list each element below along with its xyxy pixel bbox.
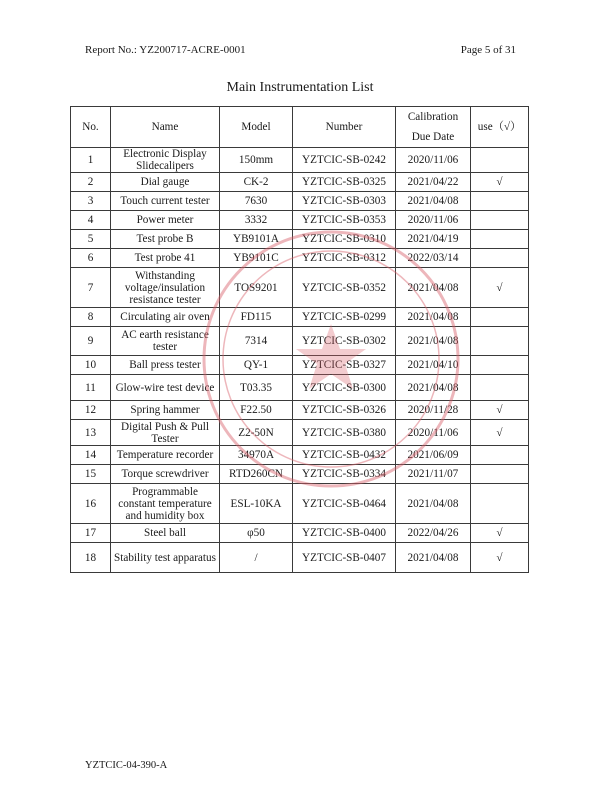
cell-name: Touch current tester [111,192,220,211]
table-row [71,375,529,401]
calibration-label: Calibration [407,111,459,123]
instrumentation-table [70,106,529,573]
cell-name: Dial gauge [111,173,220,192]
cell-name: Temperature recorder [111,446,220,465]
cell-due: 2022/04/26 [396,524,471,543]
cell-number: YZTCIC-SB-0242 [293,148,396,173]
cell-name: Withstanding voltage/insulation resistance tester [111,268,220,308]
table-row [71,249,529,268]
cell-use [471,308,529,327]
cell-number: YZTCIC-SB-0299 [293,308,396,327]
cell-number: YZTCIC-SB-0310 [293,230,396,249]
cell-model: 34970A [220,446,293,465]
cell-no: 15 [71,465,111,484]
cell-name: Spring hammer [111,401,220,420]
cell-name: Digital Push & Pull Tester [111,420,220,446]
cell-number: YZTCIC-SB-0353 [293,211,396,230]
cell-model: 150mm [220,148,293,173]
column-header-number: Number [293,107,396,148]
cell-model: F22.50 [220,401,293,420]
table-row [71,420,529,446]
cell-no: 13 [71,420,111,446]
cell-name: AC earth resistance tester [111,327,220,356]
cell-number: YZTCIC-SB-0312 [293,249,396,268]
cell-name: Test probe 41 [111,249,220,268]
cell-no: 11 [71,375,111,401]
cell-use: √ [471,543,529,573]
cell-use [471,249,529,268]
cell-no: 8 [71,308,111,327]
cell-number: YZTCIC-SB-0334 [293,465,396,484]
table-row [71,230,529,249]
due-date-label: Due Date [411,131,455,143]
cell-use: √ [471,268,529,308]
table-row [71,211,529,230]
page-title: Main Instrumentation List [226,80,374,95]
column-header-model: Model [220,107,293,148]
cell-number: YZTCIC-SB-0400 [293,524,396,543]
table-row [71,173,529,192]
cell-use: √ [471,173,529,192]
cell-no: 10 [71,356,111,375]
cell-name: Steel ball [111,524,220,543]
cell-model: 3332 [220,211,293,230]
report-number: Report No.: YZ200717-ACRE-0001 [85,44,246,56]
cell-use [471,230,529,249]
cell-no: 14 [71,446,111,465]
cell-no: 18 [71,543,111,573]
cell-no: 5 [71,230,111,249]
cell-no: 1 [71,148,111,173]
cell-use [471,375,529,401]
table-row [71,446,529,465]
column-header-name: Name [111,107,220,148]
cell-model: FD115 [220,308,293,327]
cell-use: √ [471,420,529,446]
cell-no: 9 [71,327,111,356]
cell-no: 6 [71,249,111,268]
cell-number: YZTCIC-SB-0352 [293,268,396,308]
cell-name: Programmable constant temperature and humidity box [111,484,220,524]
cell-use [471,327,529,356]
cell-number: YZTCIC-SB-0464 [293,484,396,524]
cell-use [471,446,529,465]
cell-use [471,484,529,524]
cell-no: 12 [71,401,111,420]
cell-due: 2021/04/08 [396,543,471,573]
cell-use [471,211,529,230]
cell-model: YB9101C [220,249,293,268]
table-row [71,268,529,308]
cell-number: YZTCIC-SB-0325 [293,173,396,192]
cell-model: YB9101A [220,230,293,249]
cell-due: 2021/04/22 [396,173,471,192]
cell-number: YZTCIC-SB-0407 [293,543,396,573]
cell-name: Torque screwdriver [111,465,220,484]
cell-use [471,148,529,173]
cell-due: 2021/11/07 [396,465,471,484]
cell-use [471,356,529,375]
footer-code: YZTCIC-04-390-A [85,760,168,771]
cell-due: 2020/11/06 [396,420,471,446]
table-row [71,524,529,543]
cell-due: 2021/04/08 [396,308,471,327]
cell-due: 2022/03/14 [396,249,471,268]
cell-model: RTD260CN [220,465,293,484]
cell-due: 2021/04/08 [396,375,471,401]
cell-due: 2021/04/08 [396,327,471,356]
cell-no: 16 [71,484,111,524]
cell-name: Electronic Display Slidecalipers [111,148,220,173]
column-header-use: use（√） [471,107,529,148]
cell-number: YZTCIC-SB-0432 [293,446,396,465]
table-row [71,308,529,327]
table-row [71,401,529,420]
table-row [71,484,529,524]
cell-number: YZTCIC-SB-0327 [293,356,396,375]
column-header-calibration [396,107,471,148]
table-row [71,543,529,573]
cell-no: 17 [71,524,111,543]
cell-name: Power meter [111,211,220,230]
cell-due: 2021/04/08 [396,192,471,211]
cell-use: √ [471,401,529,420]
table-row [71,356,529,375]
cell-name: Ball press tester [111,356,220,375]
cell-number: YZTCIC-SB-0380 [293,420,396,446]
cell-model: φ50 [220,524,293,543]
cell-model: / [220,543,293,573]
table-header-row [71,107,529,148]
cell-due: 2021/04/08 [396,268,471,308]
cell-model: CK-2 [220,173,293,192]
table-body [71,148,529,573]
table-row [71,148,529,173]
table-row [71,465,529,484]
cell-name: Stability test apparatus [111,543,220,573]
cell-model: 7314 [220,327,293,356]
cell-name: Circulating air oven [111,308,220,327]
cell-model: ESL-10KA [220,484,293,524]
cell-due: 2021/04/10 [396,356,471,375]
cell-due: 2021/04/19 [396,230,471,249]
cell-model: QY-1 [220,356,293,375]
cell-due: 2020/11/06 [396,148,471,173]
cell-no: 2 [71,173,111,192]
cell-model: T03.35 [220,375,293,401]
table-row [71,192,529,211]
cell-due: 2020/11/06 [396,211,471,230]
cell-use [471,465,529,484]
cell-number: YZTCIC-SB-0326 [293,401,396,420]
cell-due: 2021/04/08 [396,484,471,524]
cell-use: √ [471,524,529,543]
cell-use [471,192,529,211]
cell-due: 2021/06/09 [396,446,471,465]
cell-model: Z2-50N [220,420,293,446]
cell-number: YZTCIC-SB-0302 [293,327,396,356]
table-row [71,327,529,356]
page-number: Page 5 of 31 [460,44,516,56]
cell-name: Glow-wire test device [111,375,220,401]
cell-no: 7 [71,268,111,308]
column-header-no: No. [71,107,111,148]
cell-model: 7630 [220,192,293,211]
cell-name: Test probe B [111,230,220,249]
cell-number: YZTCIC-SB-0300 [293,375,396,401]
cell-due: 2020/11/28 [396,401,471,420]
cell-number: YZTCIC-SB-0303 [293,192,396,211]
cell-no: 4 [71,211,111,230]
cell-no: 3 [71,192,111,211]
cell-model: TOS9201 [220,268,293,308]
